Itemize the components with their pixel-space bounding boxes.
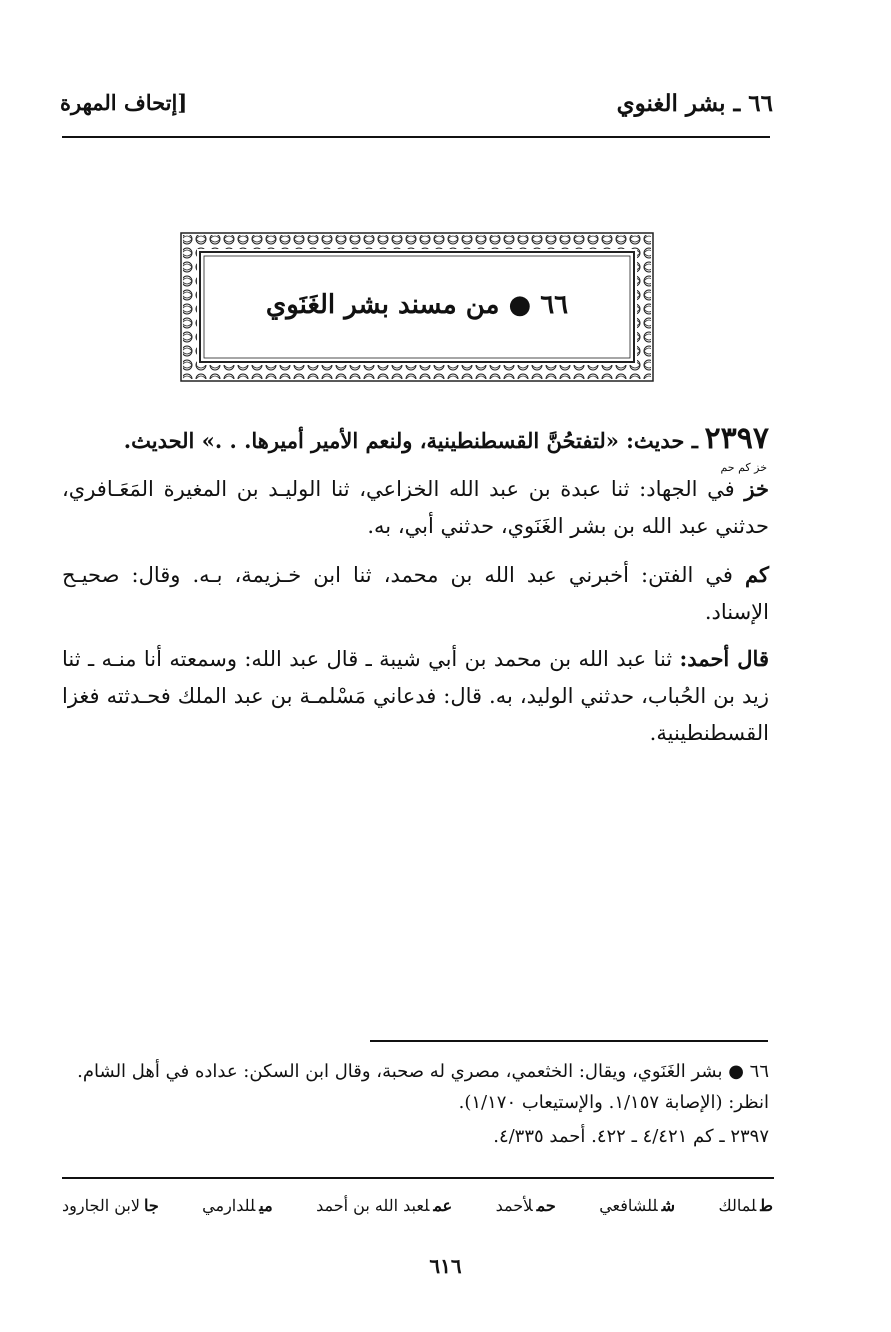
hadith-text: ـ حديث: «لتفتحُنَّ القسطنطينية، ولنعم الأمير أميرها. . .» الحديث. [123,428,698,453]
source-label: خز [744,476,769,501]
footnote-references: ٢٣٩٧ ـ كم ٤/٤٢١ ـ ٤٢٢. أحمد ٤/٣٣٥. [493,1126,769,1147]
legend-item: جالابن الجارود [62,1196,159,1215]
hadith-number: ٢٣٩٧ [704,421,769,456]
legend-item: طلمالك [718,1196,773,1215]
page-number: ٦١٦ [429,1254,462,1278]
legend-item: شللشافعي [599,1196,676,1215]
paragraph-text: ثنا عبد الله بن محمد بن أبي شيبة ـ قال عبد الله: وسمعته أنا منـه ـ ثنا زيد بن الحُباب، حدثني الوليد، به. قال: فدعاني مَسْلمـة بن عبد الملك فحـدثته فغزا القسطنطينية. [62,647,769,745]
legend-divider [62,1177,774,1179]
section-title: ٦٦ ● من مسند بشر الغَنَوي [265,290,569,320]
abbreviation-legend [62,1196,773,1215]
paragraph-text: في الفتن: أخبرني عبد الله بن محمد، ثنا ابن خـزيمة، بـه. وقال: صحيـح الإسناد. [62,563,769,624]
source-label: كم [745,562,769,587]
section-title-frame [180,232,654,382]
paragraph-ahmad [62,640,769,752]
paragraph-km [62,556,769,631]
running-header-chapter: ٦٦ ـ بشر الغنوي [616,90,773,117]
footnote-divider [370,1040,768,1042]
paragraph-text: في الجهاد: ثنا عبدة بن عبد الله الخزاعي، ثنا الوليـد بن المغيرة المَعَـافري، حدثني عبد الله بن بشر الغَنَوي، حدثني أبي، به. [62,477,769,538]
hadith-heading [62,420,769,460]
paragraph-khz [62,470,769,545]
footnote-biography: ٦٦ ● بشر الغَنَوي، ويقال: الخثعمي، مصري له صحبة، وقال ابن السكن: عداده في أهل الشام. انظر: (الإصابة ١/١٥٧. والإستيعاب ١/١٧٠). [77,1061,769,1113]
header-divider [62,136,770,138]
sources-sigla: خز كم حم [720,461,767,474]
legend-item: حملأحمد [495,1196,556,1215]
running-header-book: [إتحاف المهرة [60,90,188,115]
legend-item: عملعبد الله بن أحمد [316,1196,453,1215]
legend-item: ميللدارمي [202,1196,273,1215]
source-label: قال أحمد: [679,646,769,671]
